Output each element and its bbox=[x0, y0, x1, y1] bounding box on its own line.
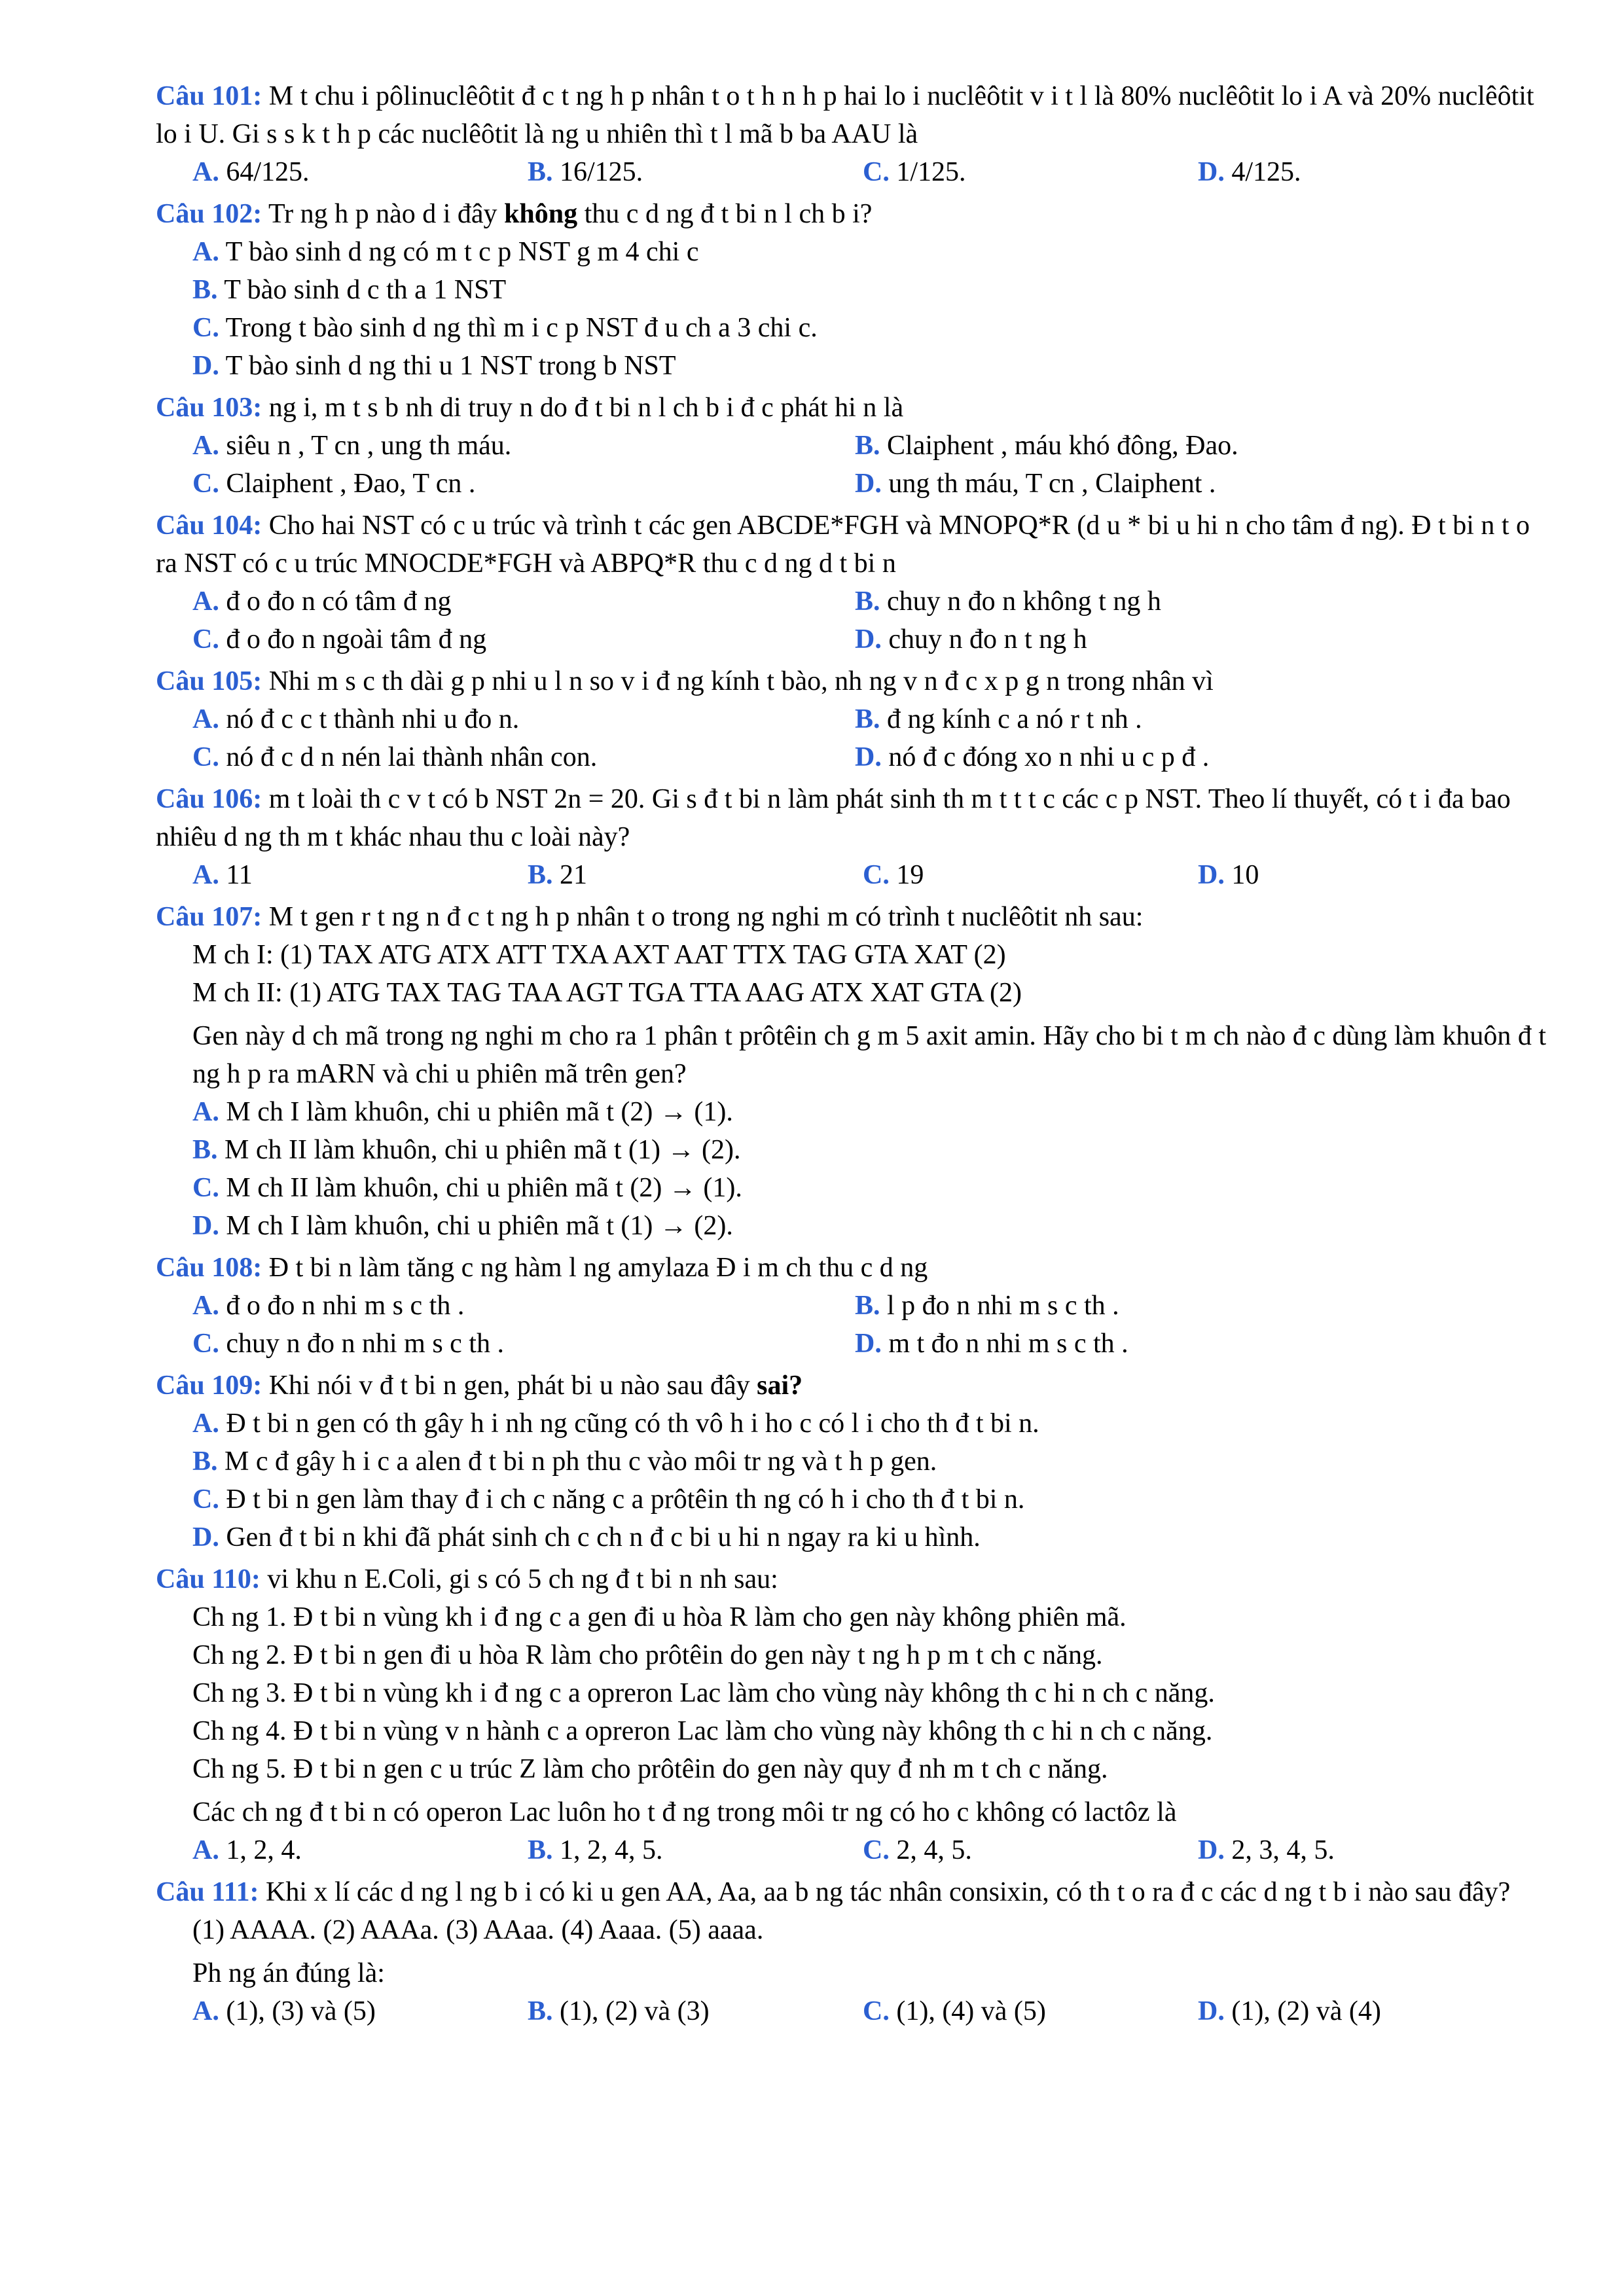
exam-document bbox=[156, 77, 1557, 2034]
option-a[interactable]: A. 64/125. bbox=[192, 157, 310, 187]
option-b[interactable]: B. (1), (2) và (3) bbox=[528, 1996, 710, 2026]
question-paragraph: Gen này d ch mã trong ng nghi m cho ra 1 phân t prôtêin ch g m 5 axit amin. Hãy cho bi t m ch nào đ c dùng làm khuôn đ t ng h p ra mARN và chi u phiên mã trên gen? bbox=[192, 1021, 1547, 1089]
answer-options bbox=[156, 856, 1557, 894]
question-stem: Câu 102: Tr ng h p nào d i đây không thu c d ng đ t bi n l ch b i? bbox=[156, 199, 873, 229]
option-d[interactable]: D. T bào sinh d ng thi u 1 NST trong b NST bbox=[192, 351, 676, 381]
option-d[interactable]: D. 10 bbox=[1198, 860, 1259, 890]
strain-item: Ch ng 3. Đ t bi n vùng kh i đ ng c a opreron Lac làm cho vùng này không th c hi n ch c năng. bbox=[192, 1678, 1215, 1708]
answer-options bbox=[156, 1287, 1557, 1363]
option-a[interactable]: A. nó đ c c t thành nhi u đo n. bbox=[192, 704, 520, 734]
option-c[interactable]: C. 2, 4, 5. bbox=[863, 1835, 972, 1865]
answer-options bbox=[156, 1405, 1557, 1556]
question-108 bbox=[156, 1249, 1557, 1363]
question-103 bbox=[156, 389, 1557, 503]
strain-item: Ch ng 4. Đ t bi n vùng v n hành c a opreron Lac làm cho vùng này không th c hi n ch c năng. bbox=[192, 1716, 1213, 1746]
option-a[interactable]: A. đ o đo n có tâm đ ng bbox=[192, 586, 452, 617]
question-106 bbox=[156, 780, 1557, 894]
question-stem: Câu 104: Cho hai NST có c u trúc và trình t các gen ABCDE*FGH và MNOPQ*R (d u * bi u hi n cho tâm đ ng). Đ t bi n t o ra NST có c u trúc MNOCDE*FGH và ABPQ*R thu c d ng d t bi n bbox=[156, 511, 1530, 579]
option-c[interactable]: C. Trong t bào sinh d ng thì m i c p NST đ u ch a 3 chi c. bbox=[192, 313, 818, 343]
question-101 bbox=[156, 77, 1557, 191]
option-b[interactable]: B. 16/125. bbox=[528, 157, 643, 187]
option-b[interactable]: B. 1, 2, 4, 5. bbox=[528, 1835, 663, 1865]
option-c[interactable]: C. 1/125. bbox=[863, 157, 966, 187]
option-a[interactable]: A. Đ t bi n gen có th gây h i nh ng cũng có th vô h i ho c có l i cho th đ t bi n. bbox=[192, 1408, 1039, 1439]
option-b[interactable]: B. M ch II làm khuôn, chi u phiên mã t (1) → (2). bbox=[192, 1135, 741, 1165]
question-number: Câu 111: bbox=[156, 1877, 259, 1907]
answer-options bbox=[156, 1992, 1557, 2030]
question-stem: Câu 107: M t gen r t ng n đ c t ng h p nhân t o trong ng nghi m có trình t nuclêôtit nh sau: bbox=[156, 902, 1144, 932]
strain-item: Ch ng 2. Đ t bi n gen đi u hòa R làm cho prôtêin do gen này t ng h p m t ch c năng. bbox=[192, 1640, 1103, 1670]
option-a[interactable]: A. đ o đo n nhi m s c th . bbox=[192, 1291, 465, 1321]
question-stem: Câu 103: ng i, m t s b nh di truy n do đ t bi n l ch b i đ c phát hi n là bbox=[156, 393, 904, 423]
question-number: Câu 102: bbox=[156, 199, 262, 229]
question-102 bbox=[156, 195, 1557, 385]
option-b[interactable]: B. l p đo n nhi m s c th . bbox=[855, 1291, 1119, 1321]
option-c[interactable]: C. chuy n đo n nhi m s c th . bbox=[192, 1329, 504, 1359]
option-b[interactable]: B. chuy n đo n không t ng h bbox=[855, 586, 1161, 617]
option-b[interactable]: B. đ ng kính c a nó r t nh . bbox=[855, 704, 1142, 734]
option-a[interactable]: A. 11 bbox=[192, 860, 253, 890]
option-a[interactable]: A. (1), (3) và (5) bbox=[192, 1996, 376, 2026]
question-stem: Câu 108: Đ t bi n làm tăng c ng hàm l ng amylaza Đ i m ch thu c d ng bbox=[156, 1253, 928, 1283]
question-number: Câu 105: bbox=[156, 666, 262, 696]
question-number: Câu 101: bbox=[156, 81, 262, 111]
option-d[interactable]: D. nó đ c đóng xo n nhi u c p đ . bbox=[855, 742, 1210, 772]
question-number: Câu 106: bbox=[156, 784, 262, 814]
question-number: Câu 103: bbox=[156, 393, 262, 423]
option-d[interactable]: D. chuy n đo n t ng h bbox=[855, 624, 1087, 655]
option-d[interactable]: D. 2, 3, 4, 5. bbox=[1198, 1835, 1335, 1865]
answer-options bbox=[156, 1093, 1557, 1245]
answer-options bbox=[156, 427, 1557, 503]
option-b[interactable]: B. T bào sinh d c th a 1 NST bbox=[192, 275, 507, 305]
question-paragraph: Các ch ng đ t bi n có operon Lac luôn ho t đ ng trong môi tr ng có ho c không có lactôz là bbox=[192, 1797, 1177, 1827]
answer-options bbox=[156, 1831, 1557, 1869]
question-stem: Câu 105: Nhi m s c th dài g p nhi u l n so v i đ ng kính t bào, nh ng v n đ c x p g n trong nhân vì bbox=[156, 666, 1214, 696]
option-d[interactable]: D. M ch I làm khuôn, chi u phiên mã t (1) → (2). bbox=[192, 1211, 733, 1241]
option-c[interactable]: C. nó đ c d n nén lai thành nhân con. bbox=[192, 742, 598, 772]
answer-options bbox=[156, 233, 1557, 385]
option-b[interactable]: B. 21 bbox=[528, 860, 588, 890]
option-c[interactable]: C. Claiphent , Đao, T cn . bbox=[192, 469, 476, 499]
question-text: M t chu i pôlinuclêôtit đ c t ng h p nhân t o t h n h p hai lo i nuclêôtit v i t l là 80% nuclêôtit lo i A và 20% nuclêôtit lo i U. Gi s s k t h p các nuclêôtit là ng u nhiên thì t l mã b ba AAU là bbox=[156, 81, 1534, 149]
option-a[interactable]: A. M ch I làm khuôn, chi u phiên mã t (2) → (1). bbox=[192, 1097, 733, 1127]
question-107 bbox=[156, 898, 1557, 1245]
emphasis: sai? bbox=[757, 1371, 803, 1401]
option-d[interactable]: D. (1), (2) và (4) bbox=[1198, 1996, 1381, 2026]
option-d[interactable]: D. ung th máu, T cn , Claiphent . bbox=[855, 469, 1216, 499]
emphasis: không bbox=[504, 199, 578, 229]
question-stem: Câu 110: vi khu n E.Coli, gi s có 5 ch ng đ t bi n nh sau: bbox=[156, 1564, 778, 1594]
option-b[interactable]: B. Claiphent , máu khó đông, Đao. bbox=[855, 431, 1238, 461]
question-stem: Câu 109: Khi nói v đ t bi n gen, phát bi u nào sau đây sai? bbox=[156, 1371, 803, 1401]
strain-item: Ch ng 5. Đ t bi n gen c u trúc Z làm cho prôtêin do gen này quy đ nh m t ch c năng. bbox=[192, 1754, 1108, 1784]
option-b[interactable]: B. M c đ gây h i c a alen đ t bi n ph thu c vào môi tr ng và t h p gen. bbox=[192, 1446, 937, 1477]
option-a[interactable]: A. siêu n , T cn , ung th máu. bbox=[192, 431, 512, 461]
option-c[interactable]: C. (1), (4) và (5) bbox=[863, 1996, 1046, 2026]
option-d[interactable]: D. 4/125. bbox=[1198, 157, 1301, 187]
option-a[interactable]: A. 1, 2, 4. bbox=[192, 1835, 302, 1865]
dna-strand-1: M ch I: (1) TAX ATG ATX ATT TXA AXT AAT TTX TAG GTA XAT (2) bbox=[192, 940, 1006, 970]
option-c[interactable]: C. Đ t bi n gen làm thay đ i ch c năng c a prôtêin th ng có h i cho th đ t bi n. bbox=[192, 1484, 1025, 1515]
question-111 bbox=[156, 1873, 1557, 2030]
question-105 bbox=[156, 662, 1557, 776]
question-number: Câu 109: bbox=[156, 1371, 262, 1401]
option-a[interactable]: A. T bào sinh d ng có m t c p NST g m 4 chi c bbox=[192, 237, 699, 267]
question-stem: Câu 111: Khi x lí các d ng l ng b i có ki u gen AA, Aa, aa b ng tác nhân consixin, có th t o ra đ c các d ng t b i nào sau đây? bbox=[156, 1877, 1511, 1907]
option-c[interactable]: C. đ o đo n ngoài tâm đ ng bbox=[192, 624, 487, 655]
question-stem bbox=[156, 77, 1557, 153]
option-d[interactable]: D. m t đo n nhi m s c th . bbox=[855, 1329, 1128, 1359]
answer-options bbox=[156, 153, 1557, 191]
answer-options bbox=[156, 583, 1557, 658]
strain-item: Ch ng 1. Đ t bi n vùng kh i đ ng c a gen đi u hòa R làm cho gen này không phiên mã. bbox=[192, 1602, 1127, 1632]
question-stem: Câu 106: m t loài th c v t có b NST 2n = 20. Gi s đ t bi n làm phát sinh th m t t t c các c p NST. Theo lí thuyết, có t i đa bao nhiêu d ng th m t khác nhau thu c loài này? bbox=[156, 784, 1511, 852]
option-d[interactable]: D. Gen đ t bi n khi đã phát sinh ch c ch n đ c bi u hi n ngay ra ki u hình. bbox=[192, 1522, 981, 1552]
question-109 bbox=[156, 1367, 1557, 1556]
question-110 bbox=[156, 1560, 1557, 1869]
dna-strand-2: M ch II: (1) ATG TAX TAG TAA AGT TGA TTA AAG ATX XAT GTA (2) bbox=[192, 978, 1022, 1008]
question-number: Câu 104: bbox=[156, 511, 262, 541]
answer-options bbox=[156, 700, 1557, 776]
question-104 bbox=[156, 507, 1557, 658]
question-number: Câu 107: bbox=[156, 902, 262, 932]
option-c[interactable]: C. M ch II làm khuôn, chi u phiên mã t (2) → (1). bbox=[192, 1173, 742, 1203]
answer-prompt: Ph ng án đúng là: bbox=[192, 1958, 385, 1988]
option-c[interactable]: C. 19 bbox=[863, 860, 924, 890]
question-number: Câu 110: bbox=[156, 1564, 261, 1594]
genotype-list: (1) AAAA. (2) AAAa. (3) AAaa. (4) Aaaa. (5) aaaa. bbox=[192, 1915, 764, 1945]
question-number: Câu 108: bbox=[156, 1253, 262, 1283]
